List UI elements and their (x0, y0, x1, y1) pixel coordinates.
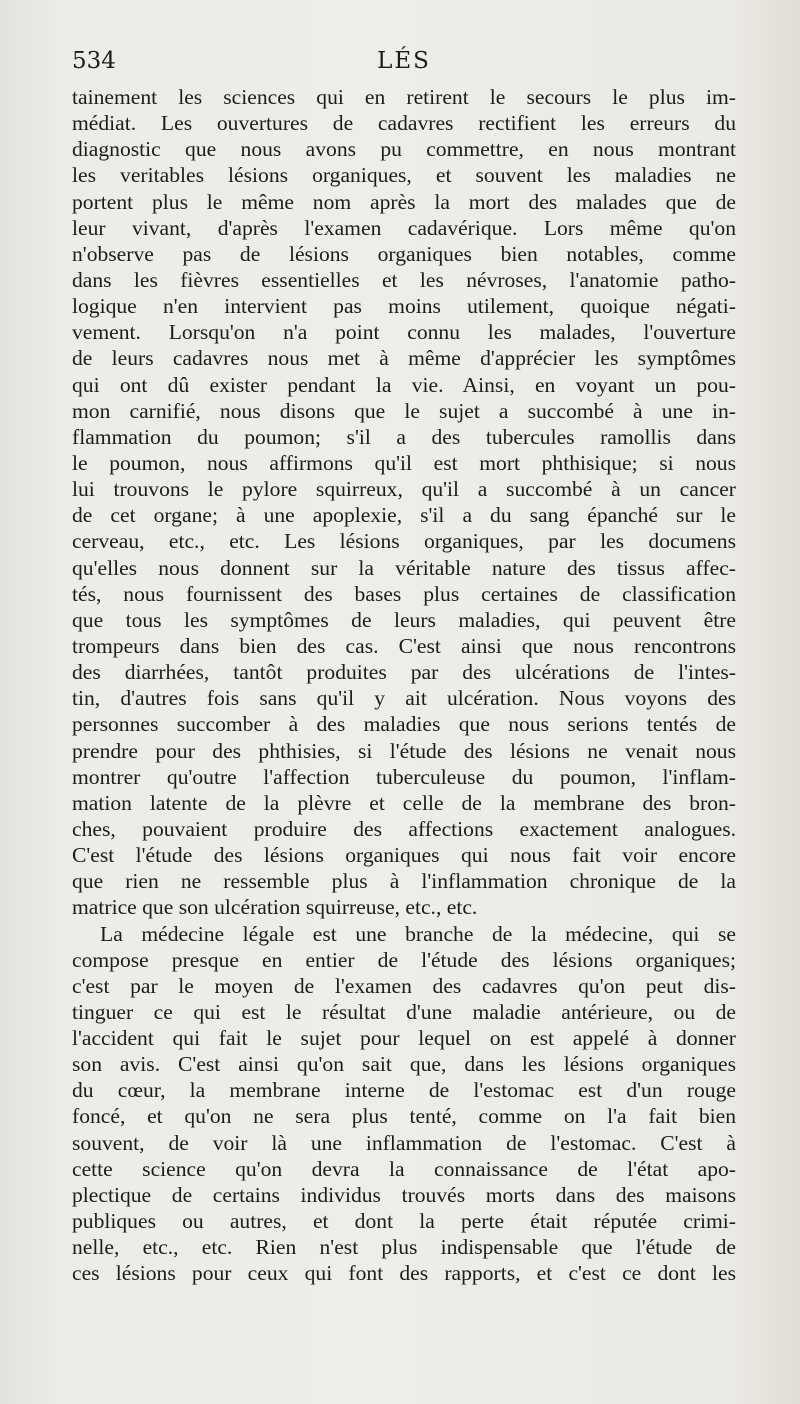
text-line: que tous les symptômes de leurs maladies, qui peuvent être (72, 607, 736, 632)
text-line: montrer qu'outre l'affection tuberculeuse du poumon, l'inflam- (72, 764, 736, 789)
text-line: mon carnifié, nous disons que le sujet a succombé à une in- (72, 398, 736, 423)
text-line: vement. Lorsqu'on n'a point connu les malades, l'ouverture (72, 320, 736, 345)
text-line: tinguer ce qui est le résultat d'une maladie antérieure, ou de (72, 999, 736, 1024)
text-line: nelle, etc., etc. Rien n'est plus indispensable que l'étude de (72, 1235, 736, 1260)
text-line: tés, nous fournissent des bases plus certaines de classification (72, 581, 736, 606)
text-line: tainement les sciences qui en retirent le secours le plus im- (72, 85, 736, 109)
text-line: leur vivant, d'après l'examen cadavérique. Lors même qu'on (72, 215, 736, 240)
text-line: l'accident qui fait le sujet pour lequel on est appelé à donner (72, 1026, 736, 1051)
text-line: compose presque en entier de l'étude des lésions organiques; (72, 947, 736, 972)
text-line: de cet organe; à une apoplexie, s'il a du sang épanché sur le (72, 503, 736, 528)
text-line: dans les fièvres essentielles et les névroses, l'anatomie patho- (72, 267, 736, 292)
text-line: cerveau, etc., etc. Les lésions organiques, par les documens (72, 529, 736, 554)
text-line: flammation du poumon; s'il a des tubercules ramollis dans (72, 424, 736, 449)
page-number: 534 (72, 48, 116, 74)
text-line: du cœur, la membrane interne de l'estomac est d'un rouge (72, 1078, 736, 1103)
text-line: les veritables lésions organiques, et souvent les maladies ne (72, 163, 736, 188)
text-line: cette science qu'on devra la connaissance de l'état apo- (72, 1156, 736, 1181)
text-line: diagnostic que nous avons pu commettre, en nous montrant (72, 137, 736, 162)
text-line: n'observe pas de lésions organiques bien notables, comme (72, 241, 736, 266)
text-line: médiat. Les ouvertures de cadavres rectifient les erreurs du (72, 111, 736, 136)
text-line: C'est l'étude des lésions organiques qui nous fait voir encore (72, 843, 736, 868)
text-line: le poumon, nous affirmons qu'il est mort phthisique; si nous (72, 450, 736, 475)
text-line: souvent, de voir là une inflammation de l'estomac. C'est à (72, 1130, 736, 1155)
text-line: personnes succomber à des maladies que nous serions tentés de (72, 712, 736, 737)
text-line: plectique de certains individus trouvés morts dans des maisons (72, 1182, 736, 1207)
paragraph-end-line: matrice que son ulcération squirreuse, etc., etc. (72, 895, 478, 920)
paragraph-start-line: La médecine légale est une branche de la médecine, qui se (100, 921, 736, 946)
running-title: LÉS (377, 48, 431, 74)
text-line: c'est par le moyen de l'examen des cadavres qu'on peut dis- (72, 973, 736, 998)
text-line: que rien ne ressemble plus à l'inflammation chronique de la (72, 869, 736, 894)
text-line: lui trouvons le pylore squirreux, qu'il a succombé à un cancer (72, 477, 736, 502)
text-line: trompeurs dans bien des cas. C'est ainsi que nous rencontrons (72, 633, 736, 658)
text-line: ches, pouvaient produire des affections exactement analogues. (72, 816, 736, 841)
text-line: prendre pour des phthisies, si l'étude des lésions ne venait nous (72, 738, 736, 763)
body-text (72, 84, 736, 1286)
text-line: logique n'en intervient pas moins utilement, quoique négati- (72, 294, 736, 319)
text-line: publiques ou autres, et dont la perte était réputée crimi- (72, 1209, 736, 1234)
text-line: portent plus le même nom après la mort des malades que de (72, 189, 736, 214)
text-line: mation latente de la plèvre et celle de la membrane des bron- (72, 790, 736, 815)
text-line: qui ont dû exister pendant la vie. Ainsi, en voyant un pou- (72, 372, 736, 397)
text-line: qu'elles nous donnent sur la véritable nature des tissus affec- (72, 555, 736, 580)
text-line: des diarrhées, tantôt produites par des ulcérations de l'intes- (72, 660, 736, 685)
text-line: de leurs cadavres nous met à même d'apprécier les symptômes (72, 346, 736, 371)
text-line: tin, d'autres fois sans qu'il y ait ulcération. Nous voyons des (72, 686, 736, 711)
text-line: son avis. C'est ainsi qu'on sait que, dans les lésions organiques (72, 1052, 736, 1077)
text-line: foncé, et qu'on ne sera plus tenté, comme on l'a fait bien (72, 1104, 736, 1129)
text-line: ces lésions pour ceux qui font des rapports, et c'est ce dont les (72, 1261, 736, 1286)
running-head (72, 48, 736, 82)
